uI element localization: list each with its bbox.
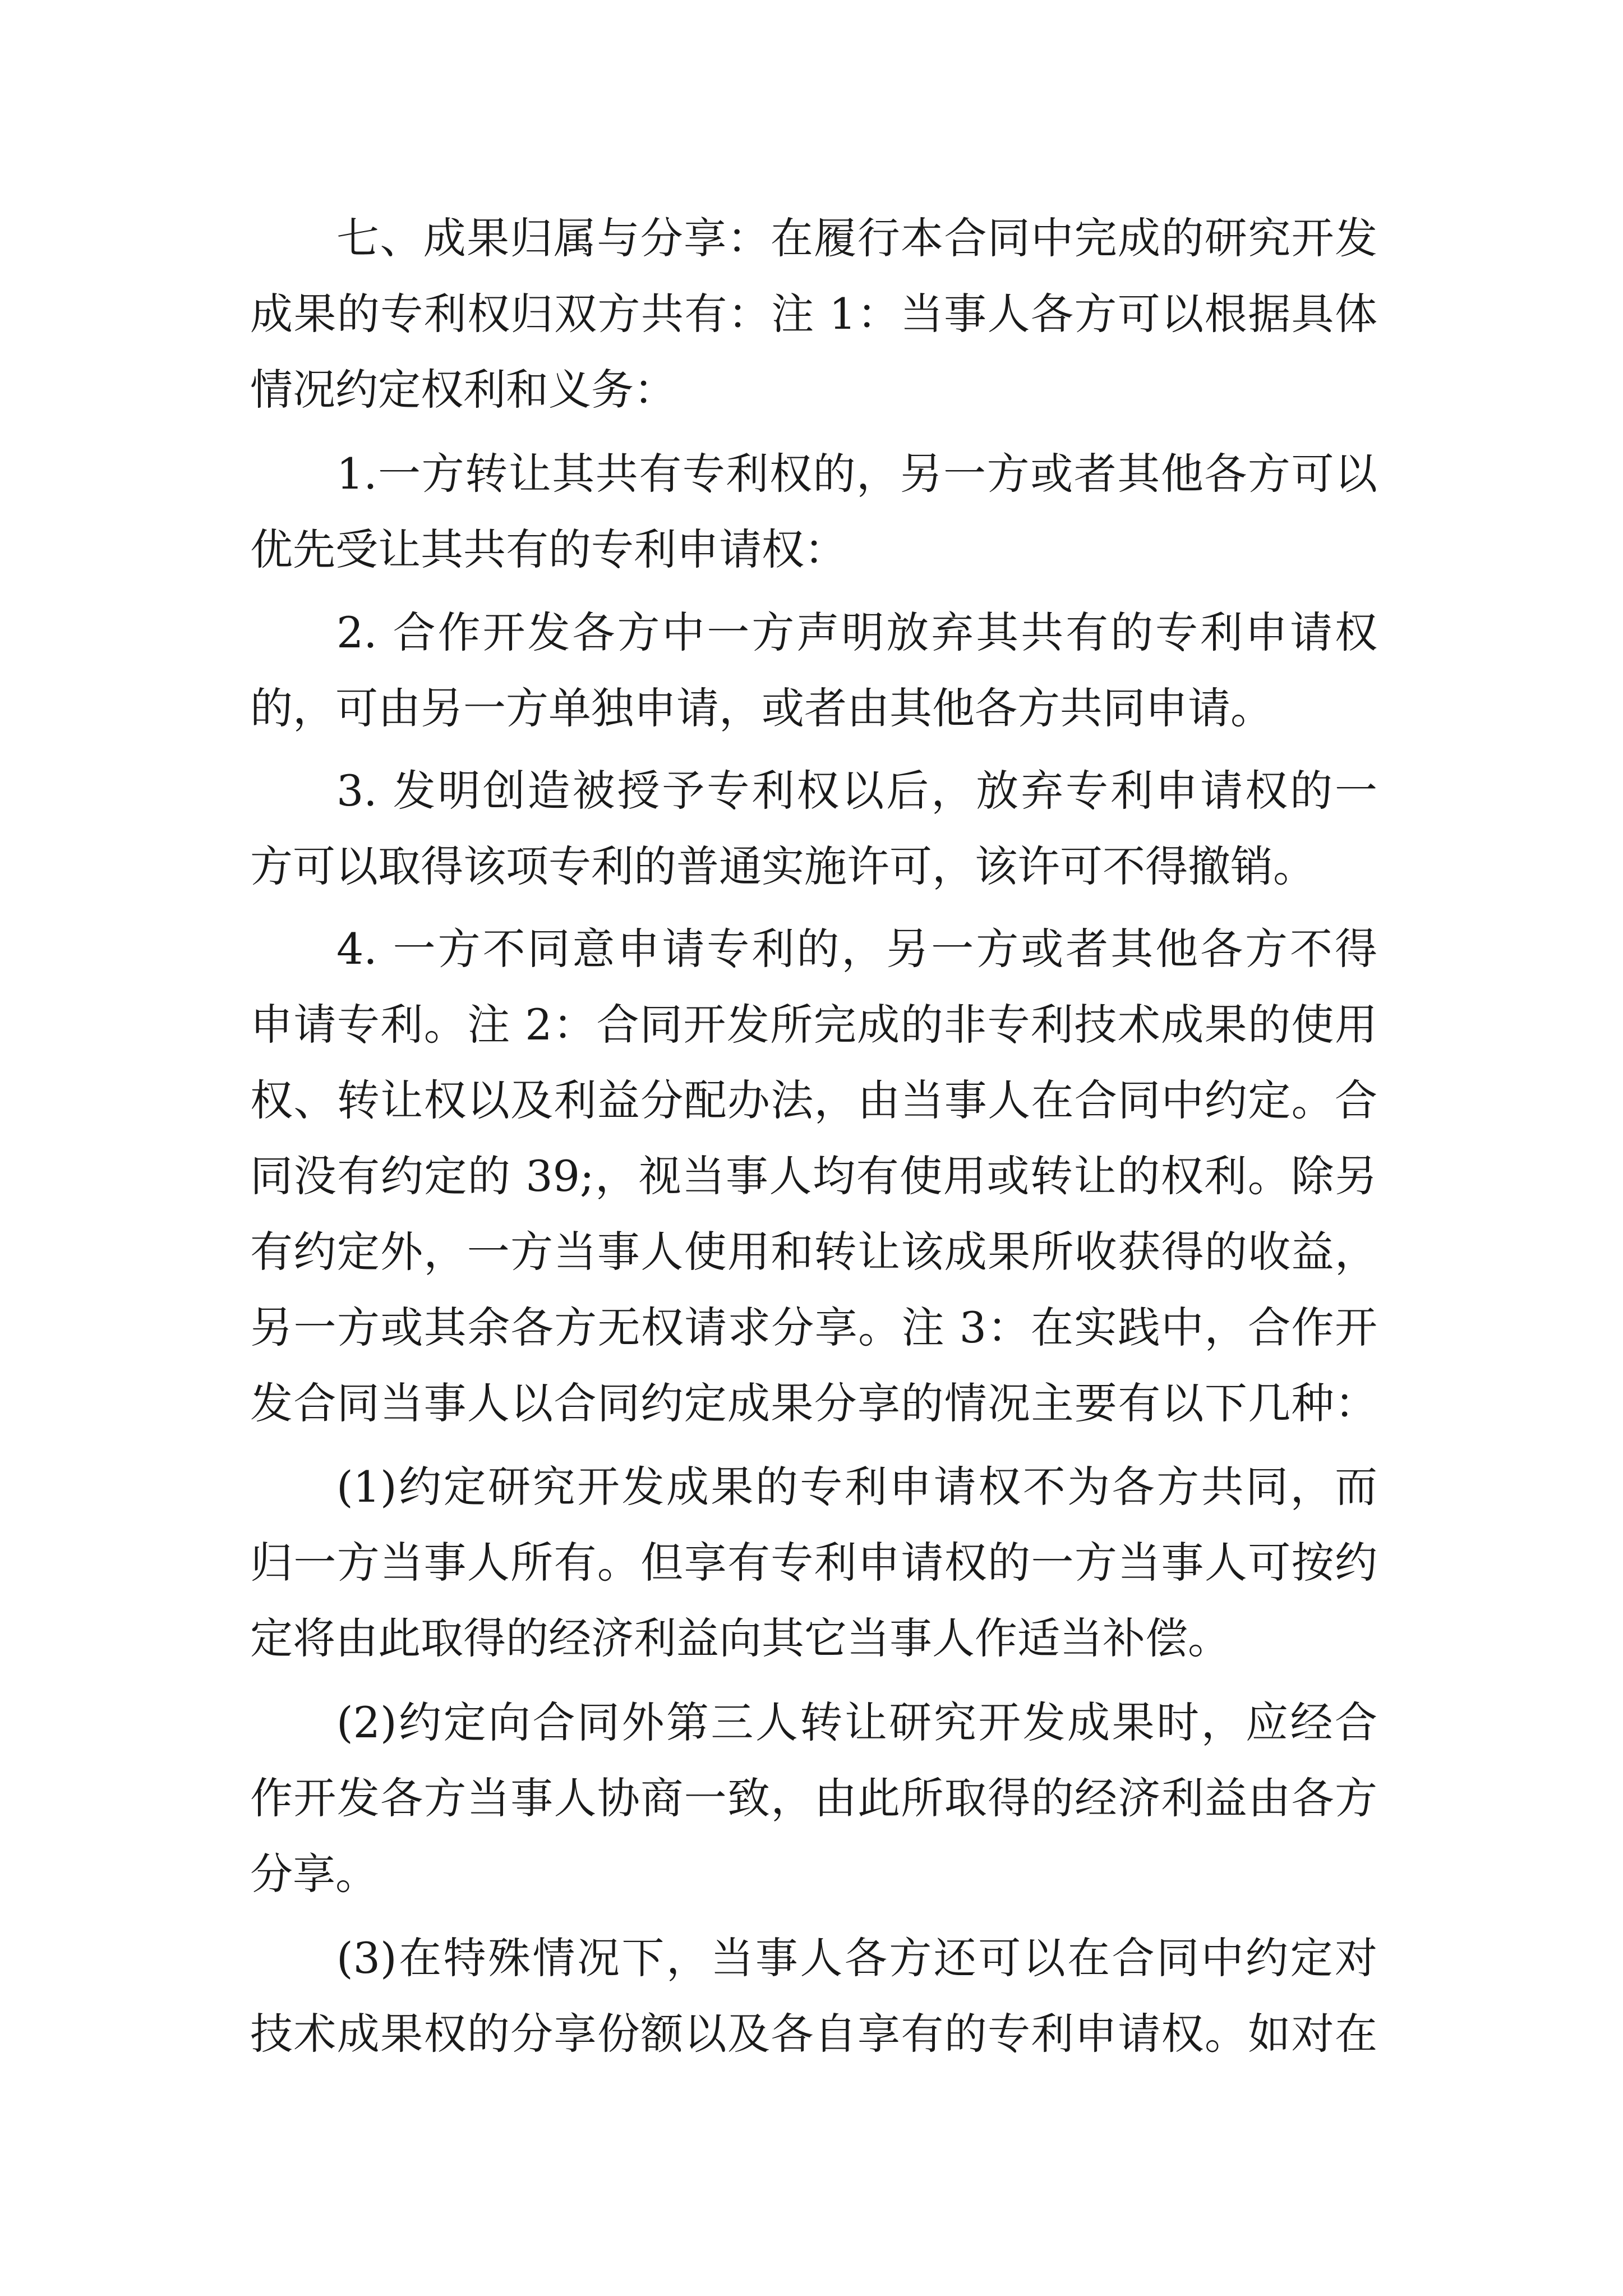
text-line: 权、转让权以及利益分配办法，由当事人在合同中约定。合 [250, 1075, 1377, 1125]
text-line: (1)约定研究开发成果的专利申请权不为各方共同，而 [336, 1462, 1377, 1512]
text-line: (3)在特殊情况下，当事人各方还可以在合同中约定对 [336, 1933, 1377, 1983]
text-line: 1.一方转让其共有专利权的，另一方或者其他各方可以 [336, 449, 1377, 499]
text-line: 3. 发明创造被授予专利权以后，放弃专利申请权的一 [336, 766, 1377, 816]
text-line: 成果的专利权归双方共有：注 1：当事人各方可以根据具体 [250, 289, 1377, 339]
text-line: 发合同当事人以合同约定成果分享的情况主要有以下几种： [250, 1378, 1377, 1428]
text-line: 归一方当事人所有。但享有专利申请权的一方当事人可按约 [250, 1538, 1377, 1588]
text-line: 有约定外，一方当事人使用和转让该成果所收获得的收益， [250, 1227, 1377, 1277]
text-line: 定将由此取得的经济利益向其它当事人作适当补偿。 [250, 1613, 1230, 1663]
text-line: 情况约定权利和义务： [250, 365, 676, 415]
text-line: 分享。 [250, 1849, 378, 1899]
text-line: 2. 合作开发各方中一方声明放弃其共有的专利申请权 [336, 608, 1377, 657]
text-line: 七、成果归属与分享：在履行本合同中完成的研究开发 [336, 213, 1377, 263]
text-line: 4. 一方不同意申请专利的，另一方或者其他各方不得 [336, 924, 1377, 974]
text-line: 作开发各方当事人协商一致，由此所取得的经济利益由各方 [250, 1773, 1377, 1823]
text-line: 的，可由另一方单独申请，或者由其他各方共同申请。 [250, 683, 1273, 733]
text-line: 优先受让其共有的专利申请权： [250, 524, 847, 574]
text-line: 方可以取得该项专利的普通实施许可，该许可不得撤销。 [250, 841, 1316, 891]
text-line: 技术成果权的分享份额以及各自享有的专利申请权。如对在 [250, 2009, 1377, 2059]
text-line: 另一方或其余各方无权请求分享。注 3：在实践中，合作开 [250, 1303, 1377, 1352]
text-line: 申请专利。注 2：合同开发所完成的非专利技术成果的使用 [250, 1000, 1377, 1050]
text-line: 同没有约定的 39;，视当事人均有使用或转让的权利。除另 [250, 1151, 1377, 1201]
text-line: (2)约定向合同外第三人转让研究开发成果时，应经合 [336, 1697, 1377, 1747]
